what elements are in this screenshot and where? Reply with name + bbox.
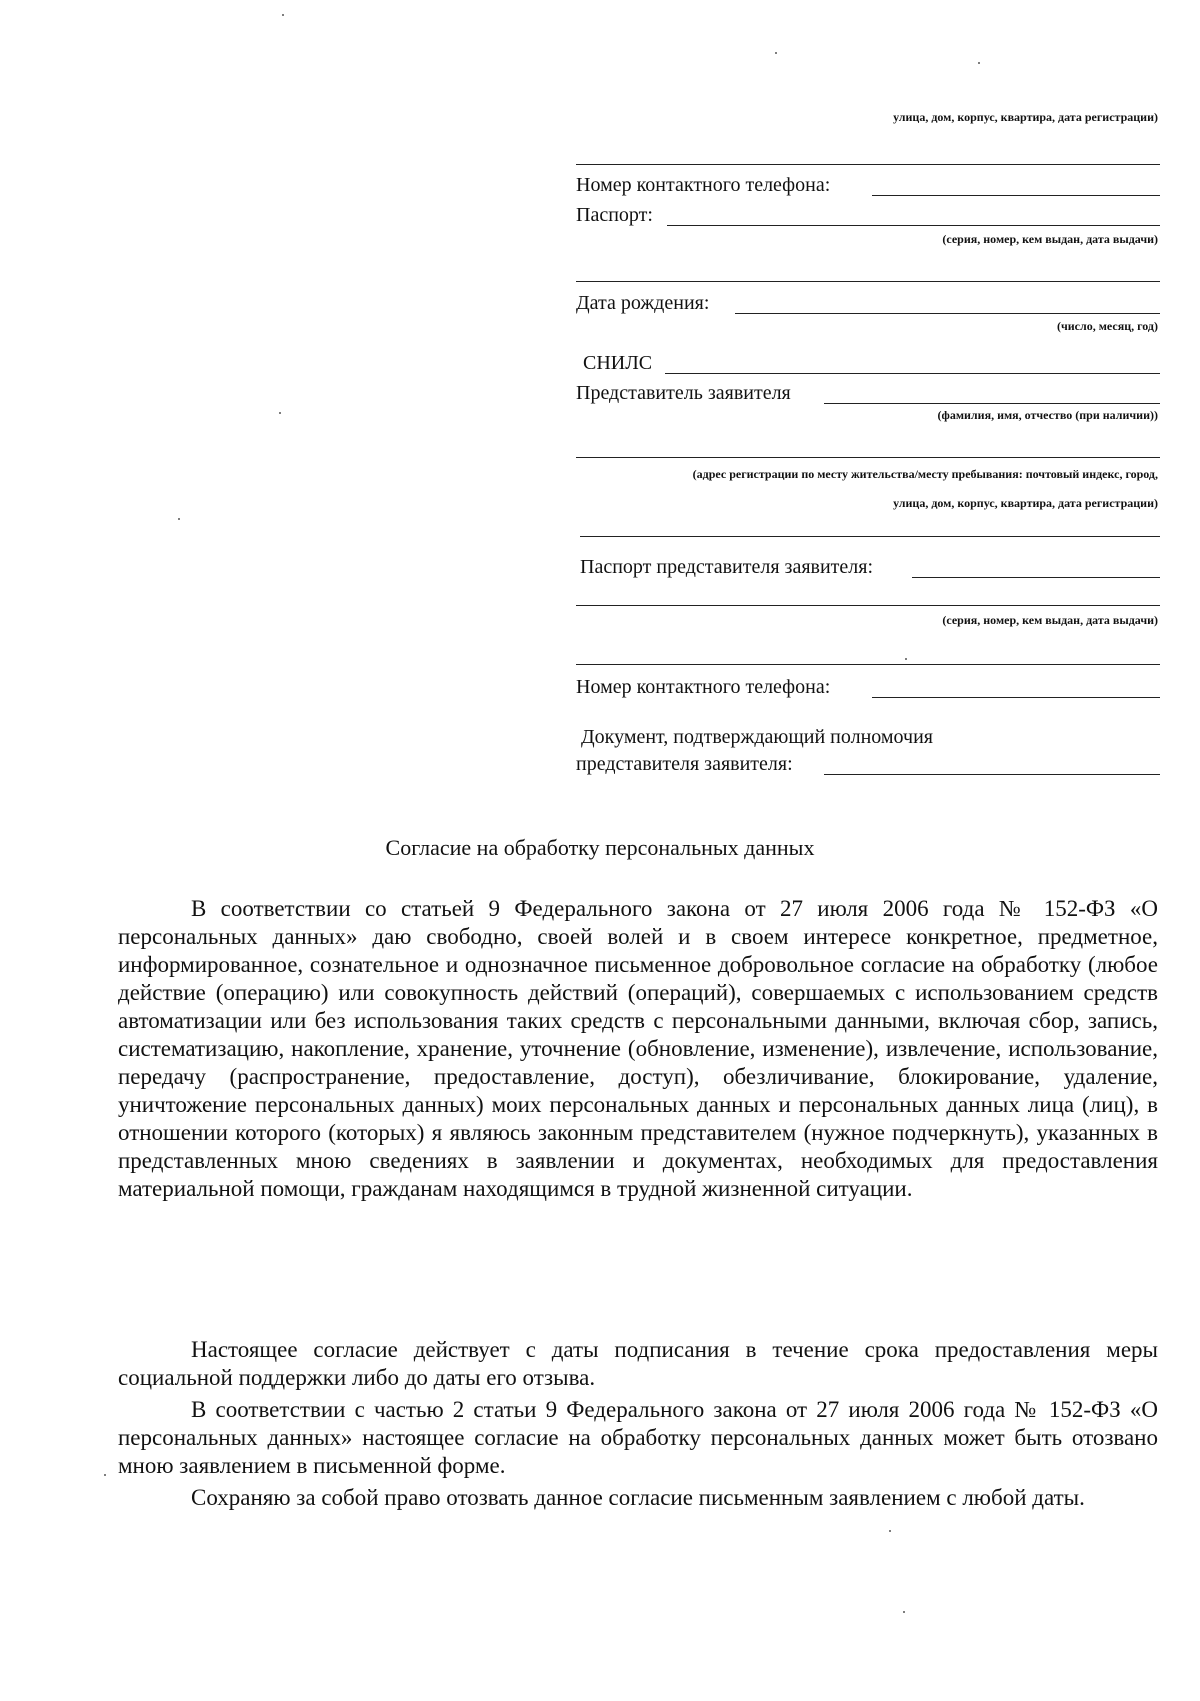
rep-passport-line-2[interactable] bbox=[576, 605, 1160, 606]
snils-field[interactable] bbox=[665, 373, 1160, 374]
authority-doc-field[interactable] bbox=[824, 774, 1160, 775]
passport-note: (серия, номер, кем выдан, дата выдачи) bbox=[942, 232, 1158, 246]
rep-address-note-1: (адрес регистрации по месту жительства/месту пребывания: почтовый индекс, город, bbox=[692, 467, 1158, 481]
birth-date-note: (число, месяц, год) bbox=[1057, 319, 1158, 333]
rep-passport-note: (серия, номер, кем выдан, дата выдачи) bbox=[942, 613, 1158, 627]
rep-address-line-2[interactable] bbox=[580, 536, 1160, 537]
scan-speck bbox=[178, 518, 180, 520]
birth-date-field[interactable] bbox=[735, 313, 1160, 314]
rep-address-line[interactable] bbox=[576, 457, 1160, 458]
address-note: улица, дом, корпус, квартира, дата регистрации) bbox=[893, 110, 1158, 124]
passport-field[interactable] bbox=[667, 225, 1160, 226]
authority-doc-label-1: Документ, подтверждающий полномочия bbox=[581, 726, 933, 748]
scan-speck bbox=[905, 658, 907, 660]
passport-line-2[interactable] bbox=[576, 281, 1160, 282]
representative-note: (фамилия, имя, отчество (при наличии)) bbox=[937, 408, 1158, 422]
rep-passport-field[interactable] bbox=[912, 577, 1160, 578]
passport-label: Паспорт: bbox=[576, 204, 653, 226]
rep-passport-label: Паспорт представителя заявителя: bbox=[580, 556, 874, 578]
rep-phone-field[interactable] bbox=[872, 697, 1160, 698]
representative-field[interactable] bbox=[824, 403, 1160, 404]
consent-paragraph-1: В соответствии со статьей 9 Федерального закона от 27 июля 2006 года № 152-ФЗ «О персональных данных» даю свободно, своей волей и в своем интересе конкретное, предметное, информированное, сознательное и однозначное письменное добровольное согласие на обработку (любое действие (операцию) или совокупность действий (операций), совершаемых с использованием средств автоматизации или без использования таких средств с персональными данными, включая сбор, запись, систематизацию, накопление, хранение, уточнение (обновление, изменение), извлечение, использование, передачу (распространение, предоставление, доступ), обезличивание, блокирование, удаление, уничтожение персональных данных) моих персональных данных и персональных данных лица (лиц), в отношении которого (которых) я являюсь законным представителем (нужное подчеркнуть), указанных в представленных мною сведениях в заявлении и документах, необходимых для предоставления материальной помощи, гражданам находящимся в трудной жизненной ситуации. bbox=[118, 896, 1158, 1201]
scan-speck bbox=[282, 14, 284, 16]
scan-speck bbox=[889, 1530, 891, 1532]
birth-date-label: Дата рождения: bbox=[576, 292, 710, 314]
authority-doc-label-2: представителя заявителя: bbox=[576, 753, 793, 775]
phone-label: Номер контактного телефона: bbox=[576, 174, 831, 196]
consent-title: Согласие на обработку персональных данных bbox=[385, 835, 815, 860]
scan-speck bbox=[775, 52, 777, 54]
rep-passport-line-3[interactable] bbox=[576, 664, 1160, 665]
rep-address-note-2: улица, дом, корпус, квартира, дата регистрации) bbox=[893, 496, 1158, 510]
address-line bbox=[576, 164, 1160, 165]
rep-phone-label: Номер контактного телефона: bbox=[576, 676, 831, 698]
consent-paragraph-2: Настоящее согласие действует с даты подписания в течение срока предоставления меры социальной поддержки либо до даты его отзыва. bbox=[118, 1337, 1158, 1390]
scan-speck bbox=[279, 412, 281, 414]
snils-label: СНИЛС bbox=[583, 352, 653, 374]
scan-speck bbox=[903, 1611, 905, 1613]
consent-paragraph-4: Сохраняю за собой право отозвать данное согласие письменным заявлением с любой даты. bbox=[191, 1485, 1085, 1510]
scan-speck bbox=[978, 62, 980, 64]
scan-speck bbox=[104, 1474, 106, 1476]
phone-field[interactable] bbox=[872, 195, 1160, 196]
representative-label: Представитель заявителя bbox=[576, 382, 791, 404]
consent-paragraph-3: В соответствии с частью 2 статьи 9 Федерального закона от 27 июля 2006 года № 152-ФЗ «О персональных данных» настоящее согласие на обработку персональных данных может быть отозвано мною заявлением в письменной форме. bbox=[118, 1397, 1158, 1478]
